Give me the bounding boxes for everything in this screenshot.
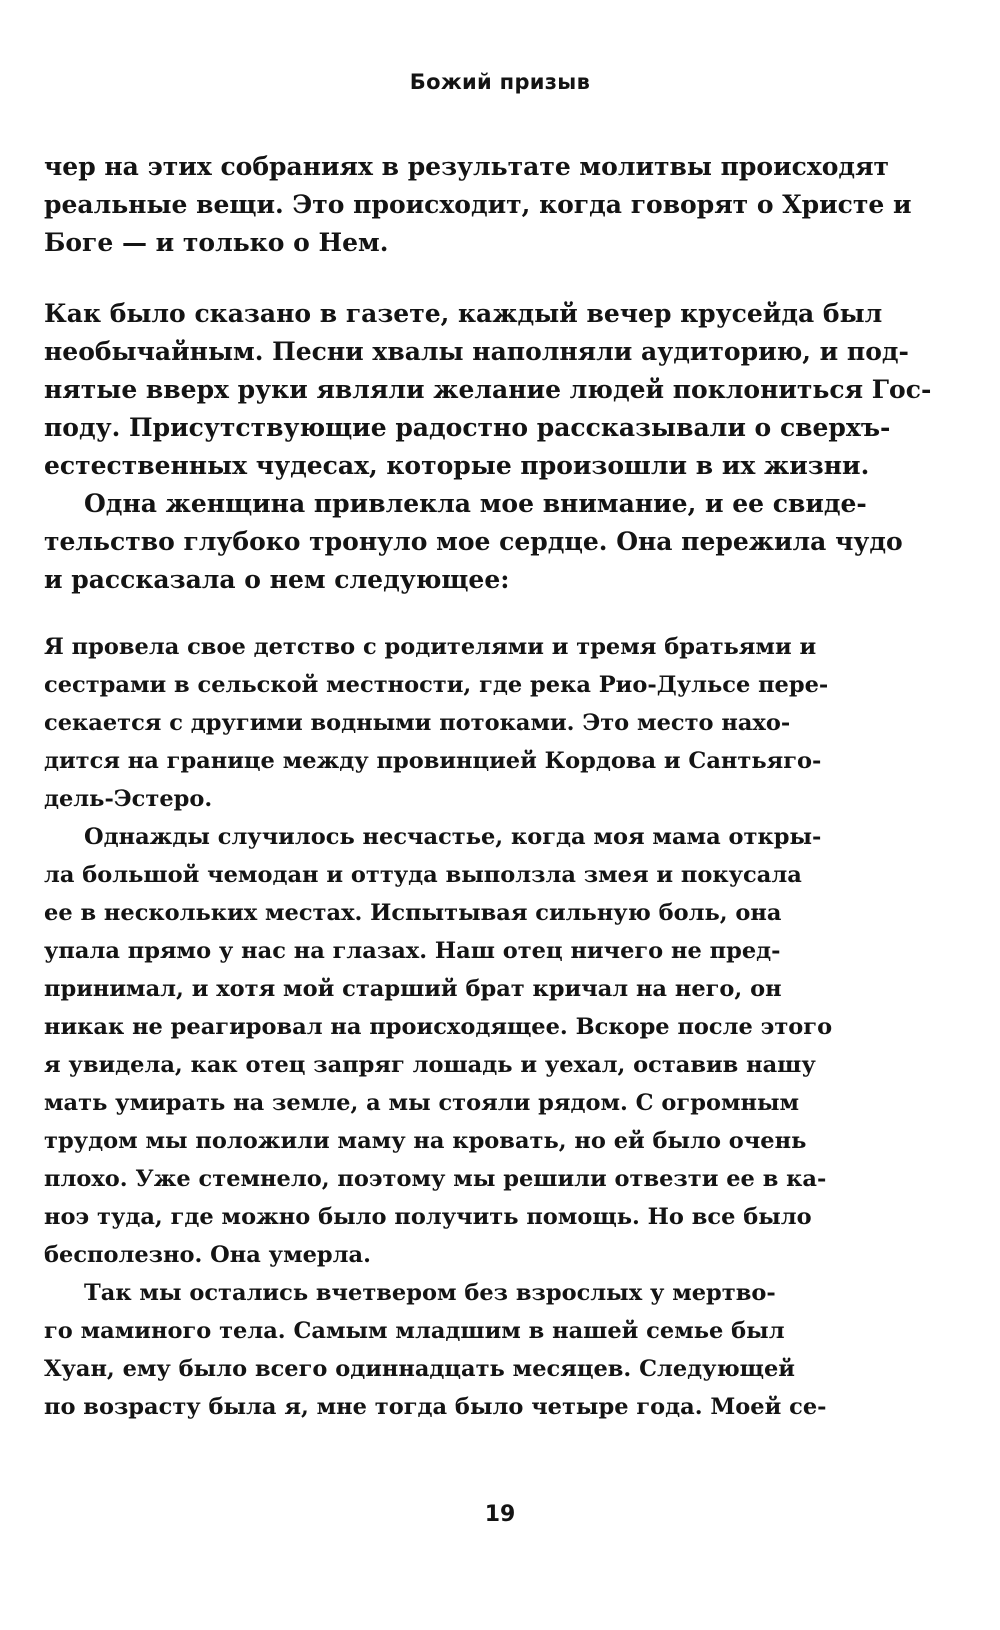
text-line: дится на границе между провинцией Кордова и Сантьяго- [44,748,822,774]
text-line: Хуан, ему было всего одиннадцать месяцев. Следующей [44,1356,795,1382]
text-line: естественных чудесах, которые произошли в их жизни. [44,451,870,480]
text-line: бесполезно. Она умерла. [44,1242,371,1268]
text-line: дель-Эстеро. [44,786,213,812]
text-line: никак не реагировал на происходящее. Вскоре после этого [44,1014,833,1040]
page-body [44,148,932,1426]
quote-paragraph [44,818,914,1274]
quote-paragraph [44,628,914,818]
quote-paragraph [44,1274,914,1426]
text-line: Я провела свое детство с родителями и тремя братьями и [44,634,817,660]
text-line: секается с другими водными потоками. Это место нахо- [44,710,791,736]
text-line: по возрасту была я, мне тогда было четыре года. Моей се- [44,1394,827,1420]
text-line: тельство глубоко тронуло мое сердце. Она пережила чудо [44,527,903,556]
text-line: Так мы остались вчетвером без взрослых у мертво- [84,1280,776,1306]
text-line: ноэ туда, где можно было получить помощь. Но все было [44,1204,812,1230]
text-line: необычайным. Песни хвалы наполняли аудиторию, и под- [44,337,909,366]
text-line: нятые вверх руки являли желание людей поклониться Гос- [44,375,932,404]
text-line: упала прямо у нас на глазах. Наш отец ничего не пред- [44,938,781,964]
text-line: Боге — и только о Нем. [44,228,389,257]
text-line: Одна женщина привлекла мое внимание, и ее свиде- [84,489,867,518]
text-line: го маминого тела. Самым младшим в нашей семье был [44,1318,785,1344]
text-line: принимал, и хотя мой старший брат кричал на него, он [44,976,782,1002]
text-line: Однажды случилось несчастье, когда моя мама откры- [84,824,822,850]
text-line: чер на этих собраниях в результате молитвы происходят [44,152,890,181]
text-line: поду. Присутствующие радостно рассказывали о сверхъ- [44,413,891,442]
text-line: трудом мы положили маму на кровать, но ей было очень [44,1128,807,1154]
running-title: Божий призыв [409,70,591,94]
text-line: и рассказала о нем следующее: [44,565,510,594]
text-line: Как было сказано в газете, каждый вечер крусейда был [44,299,883,328]
text-line: реальные вещи. Это происходит, когда говорят о Христе и [44,190,912,219]
text-line: я увидела, как отец запряг лошадь и уехал, оставив нашу [44,1052,816,1078]
text-line: ла большой чемодан и оттуда выползла змея и покусала [44,862,802,888]
text-line: плохо. Уже стемнело, поэтому мы решили отвезти ее в ка- [44,1166,827,1192]
page-number: 19 [484,1502,516,1527]
text-line: ее в нескольких местах. Испытывая сильную боль, она [44,900,782,926]
paragraph [44,485,914,599]
paragraph [44,148,914,262]
text-line: сестрами в сельской местности, где река Рио-Дульсе пере- [44,672,829,698]
text-line: мать умирать на земле, а мы стояли рядом. С огромным [44,1090,800,1116]
paragraph [44,295,932,485]
